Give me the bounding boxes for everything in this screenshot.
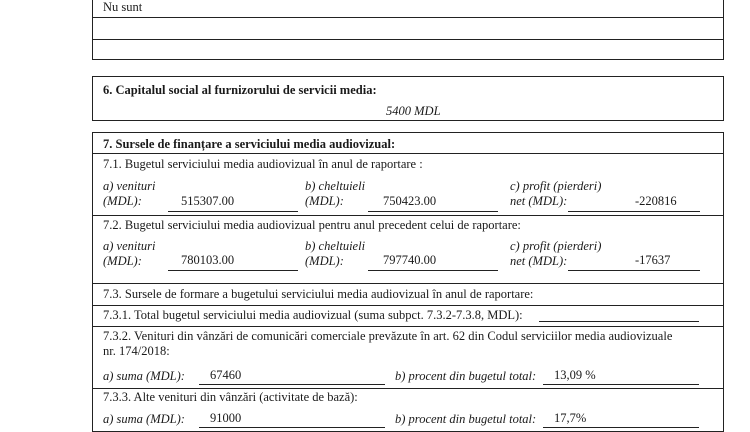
section-6-title: 6. Capitalul social al furnizorului de servicii media: (103, 83, 377, 97)
procent-label: b) procent din bugetul total: (395, 369, 537, 383)
section-7-box (92, 132, 724, 432)
underline (543, 384, 699, 385)
underline (568, 211, 700, 212)
divider (93, 388, 723, 389)
underline (199, 427, 385, 428)
section-6-box (92, 76, 724, 121)
section-7-3-2-label-line1: 7.3.2. Venituri din vânzări de comunicări comerciale prevăzute în art. 62 din Codul serviciilor media audiovizuale (103, 329, 673, 343)
divider (93, 153, 723, 154)
underline (368, 211, 498, 212)
suma-label: a) suma (MDL): (103, 369, 185, 383)
suma-label: a) suma (MDL): (103, 412, 185, 426)
suma-value: 67460 (210, 368, 242, 382)
divider (93, 283, 723, 284)
cheltuieli-unit: (MDL): (305, 194, 344, 208)
profit-value: -220816 (635, 194, 677, 208)
profit-unit: net (MDL): (510, 194, 568, 208)
section-7-2-label: 7.2. Bugetul serviciului media audiovizual pentru anul precedent celui de raportare: (103, 218, 521, 232)
divider (93, 215, 723, 216)
profit-unit: net (MDL): (510, 254, 568, 268)
cheltuieli-label: b) cheltuieli (305, 239, 366, 253)
cheltuieli-value: 750423.00 (383, 194, 437, 208)
underline (568, 270, 700, 271)
procent-value: 17,7% (554, 411, 587, 425)
divider (93, 305, 723, 306)
section-7-3-label: 7.3. Sursele de formare a bugetului serviciului media audiovizual în anul de raportare: (103, 287, 534, 301)
underline (168, 270, 298, 271)
section-7-3-3-label: 7.3.3. Alte venituri din vânzări (activitate de bază): (103, 390, 358, 404)
section-6-value: 5400 MDL (386, 104, 441, 118)
venituri-label: a) venituri (103, 179, 156, 193)
procent-label: b) procent din bugetul total: (395, 412, 537, 426)
section-7-3-1-label: 7.3.1. Total bugetul serviciului media audiovizual (suma subpct. 7.3.2-7.3.8, MDL): (103, 308, 523, 322)
cheltuieli-label: b) cheltuieli (305, 179, 366, 193)
underline (543, 427, 699, 428)
divider (93, 326, 723, 327)
profit-label: c) profit (pierderi) (510, 239, 602, 253)
section-5-answer: Nu sunt (103, 0, 143, 14)
section-5-row-divider (93, 39, 723, 40)
section-7-1-label: 7.1. Bugetul serviciului media audiovizual în anul de raportare : (103, 157, 423, 171)
section-7-title: 7. Sursele de finanțare a serviciului media audiovizual: (103, 137, 396, 151)
section-5-row-divider (93, 17, 723, 18)
section-7-3-2-label-line2: nr. 174/2018: (103, 344, 170, 358)
profit-value: -17637 (635, 253, 671, 267)
cheltuieli-unit: (MDL): (305, 254, 344, 268)
venituri-unit: (MDL): (103, 194, 142, 208)
venituri-value: 515307.00 (181, 194, 235, 208)
suma-value: 91000 (210, 411, 242, 425)
underline (539, 321, 699, 322)
underline (368, 270, 498, 271)
venituri-label: a) venituri (103, 239, 156, 253)
procent-value: 13,09 % (554, 368, 596, 382)
underline (199, 384, 385, 385)
venituri-unit: (MDL): (103, 254, 142, 268)
venituri-value: 780103.00 (181, 253, 235, 267)
underline (168, 211, 298, 212)
profit-label: c) profit (pierderi) (510, 179, 602, 193)
section-5-box (92, 0, 724, 60)
cheltuieli-value: 797740.00 (383, 253, 437, 267)
